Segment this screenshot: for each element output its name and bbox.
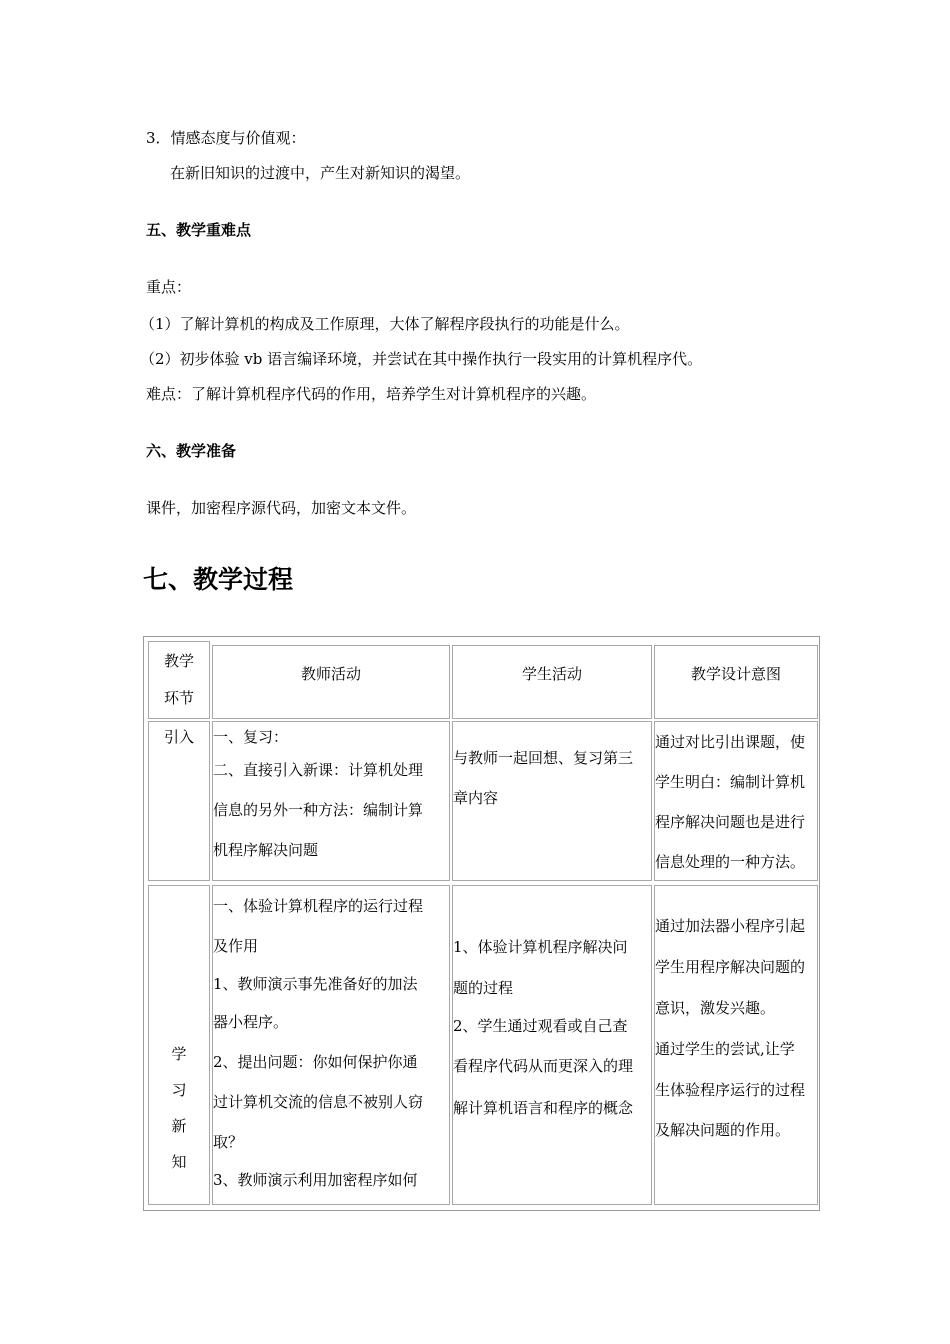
- row-intro-student: [452, 721, 652, 881]
- header-intent-label: 教学设计意图: [690, 665, 781, 683]
- difficulty-text: 难点：了解计算机程序代码的作用，培养学生对计算机程序的兴趣。: [146, 385, 597, 403]
- table-text-line: 解计算机语言和程序的概念: [453, 1099, 634, 1117]
- table-text-line: 学: [171, 1045, 187, 1063]
- table-text-line: 习: [171, 1081, 187, 1099]
- row-intro-teacher: [212, 721, 450, 881]
- teaching-process-table: [143, 636, 820, 1211]
- key-point-item: （2）初步体验 vb 语言编译环境，并尝试在其中操作执行一段实用的计算机程序代。: [140, 350, 703, 368]
- table-text-line: 信息的另外一种方法：编制计算: [213, 801, 424, 819]
- table-text-line: 1、体验计算机程序解决问: [453, 938, 628, 956]
- table-text-line: 意识，激发兴趣。: [655, 999, 776, 1017]
- header-student-label: 学生活动: [521, 665, 582, 683]
- table-text-line: 1、教师演示事先准备好的加法: [213, 975, 418, 993]
- table-text-line: 一、复习：: [213, 728, 289, 746]
- table-text-line: 看程序代码从而更深入的理: [453, 1057, 634, 1075]
- table-text-line: 2、提出问题：你如何保护你通: [213, 1053, 418, 1071]
- row-new-knowledge-teacher: [212, 885, 450, 1205]
- key-points-label: 重点：: [146, 278, 192, 296]
- table-text-line: 机程序解决问题: [213, 841, 319, 859]
- table-text-line: 通过学生的尝试,让学: [655, 1040, 795, 1058]
- row-intro-intent: [654, 721, 818, 881]
- section7-title: 七、教学过程: [143, 565, 294, 594]
- header-intent: [654, 645, 818, 719]
- table-text-line: 新: [171, 1117, 187, 1135]
- table-text-line: 通过加法器小程序引起: [655, 917, 806, 935]
- table-text-line: 章内容: [453, 789, 499, 807]
- table-text-line: 学生明白：编制计算机: [655, 773, 806, 791]
- table-text-line: 及作用: [213, 937, 259, 955]
- header-stage-line: 教学: [163, 652, 194, 670]
- row-intro-stage: [148, 721, 210, 881]
- table-text-line: 二、直接引入新课：计算机处理: [213, 761, 424, 779]
- section3-heading: 3．情感态度与价值观：: [146, 129, 306, 147]
- table-text-line: 题的过程: [453, 979, 514, 997]
- section6-title: 六、教学准备: [146, 442, 237, 460]
- table-text-line: 通过对比引出课题，使: [655, 733, 806, 751]
- table-text-line: 取？: [213, 1133, 244, 1151]
- header-teacher: [212, 645, 450, 719]
- row-new-knowledge-intent: [654, 885, 818, 1205]
- table-text-line: 知: [171, 1153, 187, 1171]
- header-stage-line: 环节: [163, 689, 194, 707]
- section5-title: 五、教学重难点: [146, 221, 252, 239]
- header-stage: [148, 641, 210, 719]
- table-text-line: 与教师一起回想、复习第三: [453, 749, 634, 767]
- row-new-knowledge-stage: [148, 885, 210, 1205]
- table-text-line: 及解决问题的作用。: [655, 1121, 791, 1139]
- table-text-line: 生体验程序运行的过程: [655, 1081, 806, 1099]
- row-new-knowledge-student: [452, 885, 652, 1205]
- table-text-line: 学生用程序解决问题的: [655, 958, 806, 976]
- table-text-line: 3、教师演示利用加密程序如何: [213, 1171, 418, 1189]
- table-text-line: 2、学生通过观看或自己查: [453, 1017, 628, 1035]
- table-text-line: 一、体验计算机程序的运行过程: [213, 897, 424, 915]
- table-text-line: 器小程序。: [213, 1013, 289, 1031]
- section3-text: 在新旧知识的过渡中，产生对新知识的渴望。: [170, 164, 471, 182]
- row-intro-stage-label: 引入: [163, 728, 194, 746]
- header-student: [452, 645, 652, 719]
- key-point-item: （1）了解计算机的构成及工作原理，大体了解程序段执行的功能是什么。: [140, 315, 630, 333]
- table-text-line: 程序解决问题也是进行: [655, 813, 806, 831]
- table-text-line: 信息处理的一种方法。: [655, 853, 806, 871]
- header-teacher-label: 教师活动: [300, 665, 361, 683]
- section6-text: 课件，加密程序源代码，加密文本文件。: [146, 499, 417, 517]
- table-text-line: 过计算机交流的信息不被别人窃: [213, 1093, 424, 1111]
